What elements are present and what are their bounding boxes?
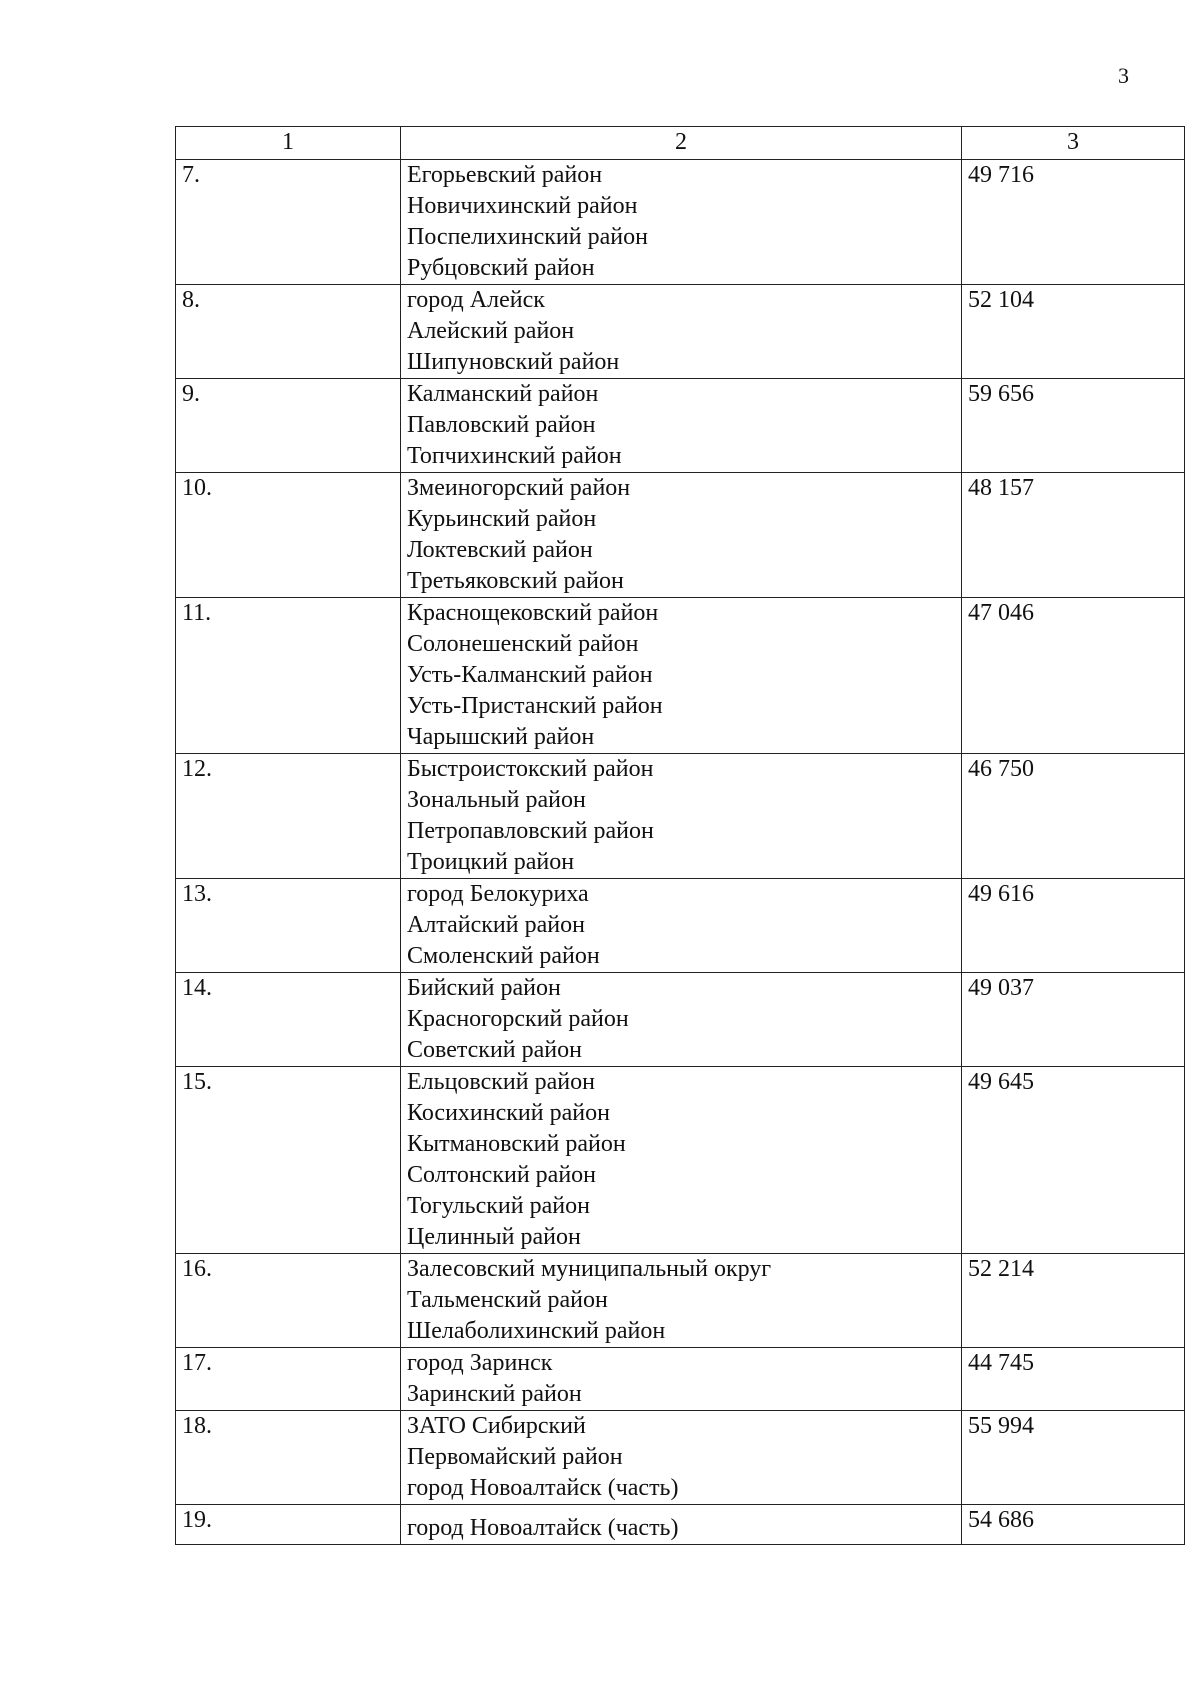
row-number-cell: [176, 879, 401, 973]
header-col-1: 1: [176, 127, 401, 160]
table-row: [176, 160, 1185, 285]
row-number-cell: [176, 285, 401, 379]
header-col-3: 3: [962, 127, 1185, 160]
district-name: Петропавловский район: [407, 818, 654, 844]
district-name: Топчихинский район: [407, 443, 622, 469]
district-name: город Алейск: [407, 287, 545, 313]
row-number: 8.: [182, 287, 200, 313]
district-name: Заринский район: [407, 1381, 582, 1407]
row-value: 52 104: [968, 287, 1034, 313]
row-number: 16.: [182, 1256, 212, 1282]
row-number: 19.: [182, 1507, 212, 1533]
district-name: Бийский район: [407, 975, 561, 1001]
value-cell: [962, 1505, 1185, 1545]
row-value: 55 994: [968, 1413, 1034, 1439]
row-number: 11.: [182, 600, 212, 626]
row-value: 59 656: [968, 381, 1034, 407]
row-value: 54 686: [968, 1507, 1034, 1533]
table-row: [176, 285, 1185, 379]
row-number: 17.: [182, 1350, 212, 1376]
district-name: Алейский район: [407, 318, 575, 344]
value-cell: [962, 1067, 1185, 1254]
district-name: Смоленский район: [407, 943, 600, 969]
table-header-row: [176, 127, 1185, 160]
row-number-cell: [176, 598, 401, 754]
row-value: 49 616: [968, 881, 1034, 907]
district-name: Тогульский район: [407, 1193, 590, 1219]
district-name: Советский район: [407, 1037, 582, 1063]
district-name: Егорьевский район: [407, 162, 603, 188]
district-name: город Заринск: [407, 1350, 553, 1376]
table-row: [176, 754, 1185, 879]
district-names-cell: [401, 1254, 962, 1348]
table-row: [176, 1505, 1185, 1545]
row-value: 49 037: [968, 975, 1034, 1001]
row-number: 9.: [182, 381, 200, 407]
district-name: Шипуновский район: [407, 349, 620, 375]
district-name: Третьяковский район: [407, 568, 624, 594]
district-name: Первомайский район: [407, 1444, 623, 1470]
row-number: 18.: [182, 1413, 212, 1439]
district-names-cell: [401, 285, 962, 379]
table-row: [176, 1348, 1185, 1411]
district-name: город Белокуриха: [407, 881, 589, 907]
district-name: Шелаболихинский район: [407, 1318, 666, 1344]
district-name: Красногорский район: [407, 1006, 629, 1032]
district-name: Целинный район: [407, 1224, 581, 1250]
row-number-cell: [176, 1067, 401, 1254]
district-name: город Новоалтайск (часть): [407, 1515, 679, 1541]
value-cell: [962, 160, 1185, 285]
table-row: [176, 598, 1185, 754]
district-names-cell: [401, 1348, 962, 1411]
district-names-cell: [401, 973, 962, 1067]
district-names-cell: [401, 379, 962, 473]
district-table: [175, 126, 1185, 1545]
value-cell: [962, 754, 1185, 879]
row-number-cell: [176, 1348, 401, 1411]
row-number: 14.: [182, 975, 212, 1001]
district-name: Усть-Калманский район: [407, 662, 653, 688]
value-cell: [962, 1411, 1185, 1505]
table-row: [176, 1254, 1185, 1348]
value-cell: [962, 1254, 1185, 1348]
row-value: 52 214: [968, 1256, 1034, 1282]
district-name: Быстроистокский район: [407, 756, 654, 782]
table-row: [176, 473, 1185, 598]
row-number: 7.: [182, 162, 200, 188]
district-name: Поспелихинский район: [407, 224, 648, 250]
district-name: Троицкий район: [407, 849, 575, 875]
district-name: Новичихинский район: [407, 193, 638, 219]
district-name: Зональный район: [407, 787, 586, 813]
row-number-cell: [176, 473, 401, 598]
district-name: Ельцовский район: [407, 1069, 595, 1095]
district-name: Усть-Пристанский район: [407, 693, 663, 719]
value-cell: [962, 879, 1185, 973]
district-names-cell: [401, 160, 962, 285]
row-value: 44 745: [968, 1350, 1034, 1376]
district-name: Залесовский муниципальный округ: [407, 1256, 772, 1282]
row-number-cell: [176, 973, 401, 1067]
value-cell: [962, 285, 1185, 379]
district-names-cell: [401, 473, 962, 598]
district-name: Павловский район: [407, 412, 596, 438]
value-cell: [962, 473, 1185, 598]
row-number-cell: [176, 1505, 401, 1545]
district-name: город Новоалтайск (часть): [407, 1475, 679, 1501]
row-number: 13.: [182, 881, 212, 907]
district-name: Солонешенский район: [407, 631, 639, 657]
value-cell: [962, 973, 1185, 1067]
table-row: [176, 1411, 1185, 1505]
value-cell: [962, 1348, 1185, 1411]
value-cell: [962, 598, 1185, 754]
district-names-cell: [401, 598, 962, 754]
table-row: [176, 379, 1185, 473]
row-value: 47 046: [968, 600, 1034, 626]
row-number-cell: [176, 379, 401, 473]
district-name: Змеиногорский район: [407, 475, 631, 501]
row-value: 48 157: [968, 475, 1034, 501]
district-names-cell: [401, 1067, 962, 1254]
row-number-cell: [176, 160, 401, 285]
district-names-cell: [401, 754, 962, 879]
row-number: 15.: [182, 1069, 212, 1095]
header-col-2: 2: [401, 127, 962, 160]
district-name: Локтевский район: [407, 537, 593, 563]
district-name: Тальменский район: [407, 1287, 608, 1313]
row-value: 49 716: [968, 162, 1034, 188]
district-name: Алтайский район: [407, 912, 585, 938]
row-number-cell: [176, 1254, 401, 1348]
row-number: 12.: [182, 756, 212, 782]
page-number: 3: [1118, 63, 1129, 88]
row-value: 49 645: [968, 1069, 1034, 1095]
table-row: [176, 1067, 1185, 1254]
row-value: 46 750: [968, 756, 1034, 782]
district-name: Косихинский район: [407, 1100, 610, 1126]
value-cell: [962, 379, 1185, 473]
district-names-cell: [401, 1411, 962, 1505]
row-number-cell: [176, 1411, 401, 1505]
row-number: 10.: [182, 475, 212, 501]
row-number-cell: [176, 754, 401, 879]
district-name: Курьинский район: [407, 506, 597, 532]
district-names-cell: [401, 1505, 962, 1545]
district-name: Чарышский район: [407, 724, 595, 750]
district-name: Солтонский район: [407, 1162, 597, 1188]
district-name: Кытмановский район: [407, 1131, 626, 1157]
district-name: Рубцовский район: [407, 255, 595, 281]
table-row: [176, 879, 1185, 973]
district-name: ЗАТО Сибирский: [407, 1413, 586, 1439]
district-names-cell: [401, 879, 962, 973]
district-name: Калманский район: [407, 381, 599, 407]
district-name: Краснощековский район: [407, 600, 659, 626]
table-row: [176, 973, 1185, 1067]
